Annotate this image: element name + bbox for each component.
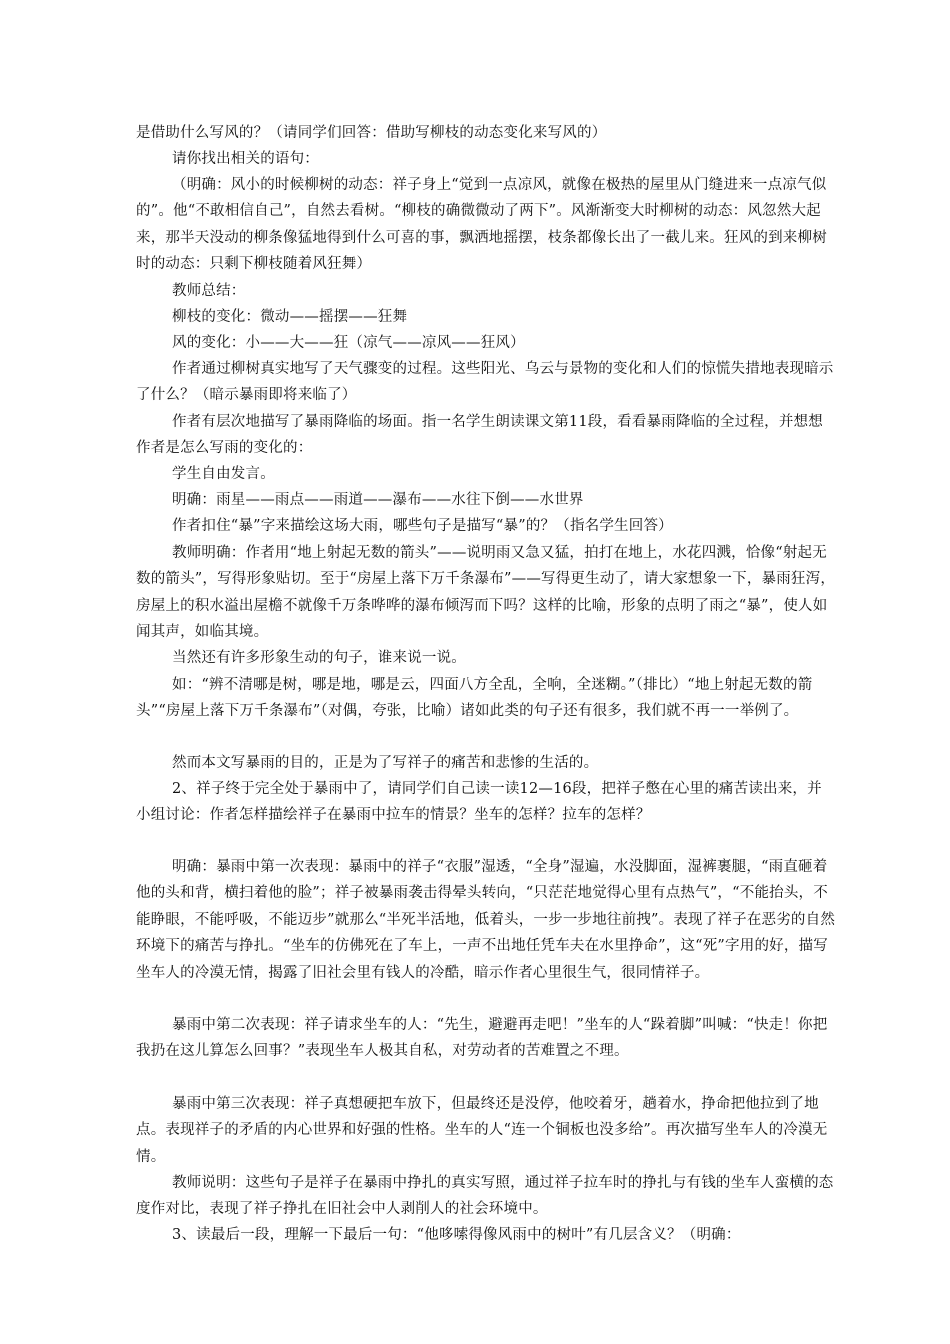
- paragraph-9: 学生自由发言。: [172, 466, 275, 482]
- paragraph-8: 作者有层次地描写了暴雨降临的场面。指一名学生朗读课文第11段，看看暴雨降临的全过程，并想想作者是怎么写雨的变化的：: [136, 414, 823, 457]
- paragraph-17: 明确：暴雨中第一次表现：暴雨中的祥子“衣服”湿透，“全身”湿遍，水没脚面，湿裤裹腿，“雨直砸着他的头和背，横扫着他的脸”；祥子被暴雨袭击得晕头转向，“只茫茫地觉得心里有点热气”，“不能抬头，不能睁眼，不能呼吸，不能迈步”就那么“半死半活地，低着头，一步一步地往前拽”。表现了祥子在恶劣的自然环境下的痛苦与挣扎。“坐车的仿佛死在了车上，一声不出地任凭车夫在水里挣命”，这“死”字用的好，描写坐车人的冷漠无情，揭露了旧社会里有钱人的冷酷，暗示作者心里很生气，很同情祥子。: [136, 859, 836, 981]
- paragraph-4: 教师总结：: [172, 283, 246, 299]
- paragraph-18: 暴雨中第二次表现：祥子请求坐车的人：“先生，避避再走吧！”坐车的人“跺着脚”叫喊：“快走！你把我扔在这儿算怎么回事？”表现坐车人极其自私，对劳动者的苦难置之不理。: [136, 1017, 828, 1060]
- paragraph-1: 是借助什么写风的？（请同学们回答：借助写柳枝的动态变化来写风的）: [136, 125, 607, 141]
- paragraph-15: 然而本文写暴雨的目的，正是为了写祥子的痛苦和悲惨的生活的。: [172, 755, 599, 771]
- paragraph-19: 暴雨中第三次表现：祥子真想硬把车放下，但最终还是没停，他咬着牙，趟着水，挣命把他拉到了地点。表现祥子的矛盾的内心世界和好强的性格。坐车的人“连一个铜板也没多给”。再次描写坐车人的冷漠无情。: [136, 1096, 828, 1165]
- paragraph-13: 当然还有许多形象生动的句子，谁来说一说。: [172, 650, 466, 666]
- paragraph-6: 风的变化：小——大——狂（凉气——凉风——狂风）: [172, 335, 525, 351]
- paragraph-3: （明确：风小的时候柳树的动态：祥子身上“觉到一点凉风，就像在极热的屋里从门缝进来一点凉气似的”。他“不敢相信自己”，自然去看树。“柳枝的确微微动了两下”。风渐渐变大时柳树的动态：风忽然大起来，那半天没动的柳条像猛地得到什么可喜的事，飘洒地摇摆，枝条都像长出了一截儿来。狂风的到来柳树时的动态：只剩下柳枝随着风狂舞）: [136, 177, 827, 273]
- paragraph-12: 教师明确：作者用“地上射起无数的箭头”——说明雨又急又猛，拍打在地上，水花四溅，恰像“射起无数的箭头”，写得形象贴切。至于“房屋上落下万千条瀑布”——写得更生动了，请大家想象一下，暴雨狂泻，房屋上的积水溢出屋檐不就像千万条哗哗的瀑布倾泻而下吗？这样的比喻，形象的点明了雨之“暴”，使人如闻其声，如临其境。: [136, 545, 836, 641]
- paragraph-20: 教师说明：这些句子是祥子在暴雨中挣扎的真实写照，通过祥子拉车时的挣扎与有钱的坐车人蛮横的态度作对比，表现了祥子挣扎在旧社会中人剥削人的社会环境中。: [136, 1175, 834, 1218]
- paragraph-10: 明确：雨星——雨点——雨道——瀑布——水往下倒——水世界: [172, 492, 584, 508]
- paragraph-2: 请你找出相关的语句：: [172, 151, 319, 167]
- paragraph-16: 2、祥子终于完全处于暴雨中了，请同学们自己读一读12—16段，把祥子憋在心里的痛苦读出来，并小组讨论：作者怎样描绘祥子在暴雨中拉车的情景？坐车的怎样？拉车的怎样？: [136, 781, 822, 824]
- paragraph-7: 作者通过柳树真实地写了天气骤变的过程。这些阳光、乌云与景物的变化和人们的惊慌失措地表现暗示了什么？（暗示暴雨即将来临了）: [136, 361, 834, 404]
- paragraph-11: 作者扣住“暴”字来描绘这场大雨，哪些句子是描写“暴”的？（指名学生回答）: [172, 518, 673, 534]
- paragraph-21: 3、读最后一段，理解一下最后一句：“他哆嗦得像风雨中的树叶”有几层含义？（明确：: [172, 1227, 741, 1243]
- paragraph-14: 如：“辨不清哪是树，哪是地，哪是云，四面八方全乱，全响，全迷糊。”（排比）“地上射起无数的箭头”“房屋上落下万千条瀑布”（对偶，夸张，比喻）诸如此类的句子还有很多，我们就不再一一举例了。: [136, 677, 813, 720]
- paragraph-5: 柳枝的变化：微动——摇摆——狂舞: [172, 309, 408, 325]
